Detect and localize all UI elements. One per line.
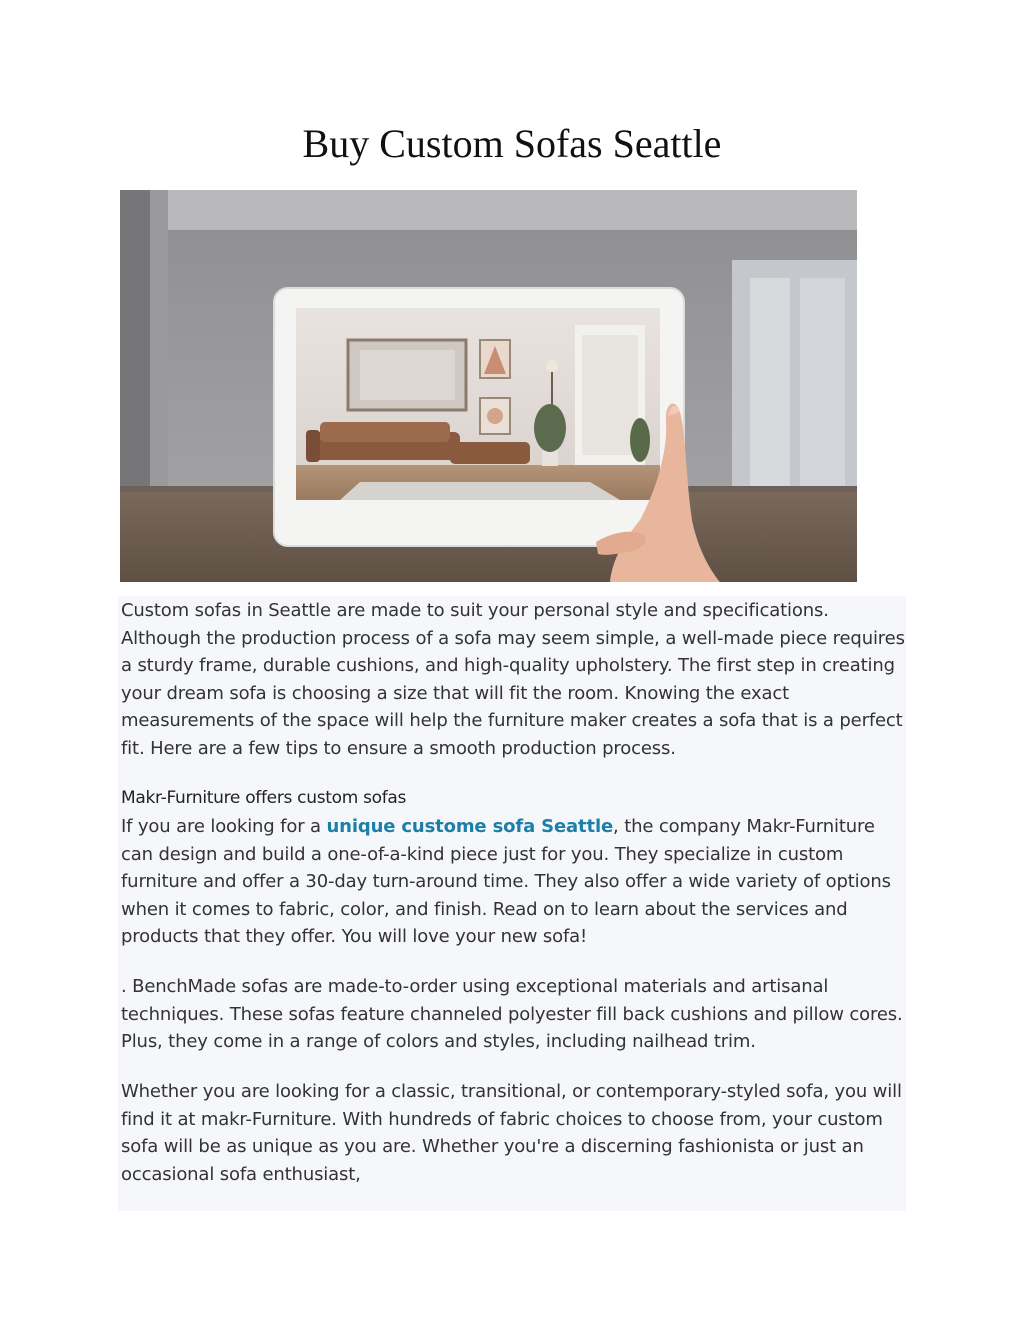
company-paragraph xyxy=(121,813,911,951)
intro-paragraph: Custom sofas in Seattle are made to suit your personal style and specifications. Although the production process of a sofa may seem simple, a well-made piece requires a sturdy frame, durable cushions, and high-quality upholstery. The first step in creating your dream sofa is choosing a size that will fit the room. Knowing the exact measurements of the space will help the furniture maker creates a sofa that is a perfect fit. Here are a few tips to ensure a smooth production process. xyxy=(121,600,905,759)
page-title: Buy Custom Sofas Seattle xyxy=(302,121,722,166)
company-paragraph-intro: If you are looking for a xyxy=(121,816,327,837)
company-paragraph-rest: , the company Makr-Furniture can design and build a one-of-a-kind piece just for you. They specialize in custom furniture and offer a 30-day turn-around time. They also offer a wide variety of options when it comes to fabric, color, and finish. Read on to learn about the services and products that they offer. You will love your new sofa! xyxy=(121,816,891,947)
hero-image xyxy=(120,190,857,582)
closing-paragraph: Whether you are looking for a classic, transitional, or contemporary-styled sofa, you will find it at makr-Furniture. With hundreds of fabric choices to choose from, your custom sofa will be as unique as you are. Whether you're a discerning fashionista or just an occasional sofa enthusiast, xyxy=(121,1081,902,1185)
section-heading: Makr-Furniture offers custom sofas xyxy=(121,788,407,808)
article-content xyxy=(118,596,906,1211)
benchmade-paragraph: . BenchMade sofas are made-to-order using exceptional materials and artisanal techniques. These sofas feature channeled polyester fill back cushions and pillow cores. Plus, they come in a range of colors and styles, including nailhead trim. xyxy=(121,976,903,1052)
unique-custom-sofa-link[interactable]: unique custome sofa Seattle xyxy=(326,816,614,837)
